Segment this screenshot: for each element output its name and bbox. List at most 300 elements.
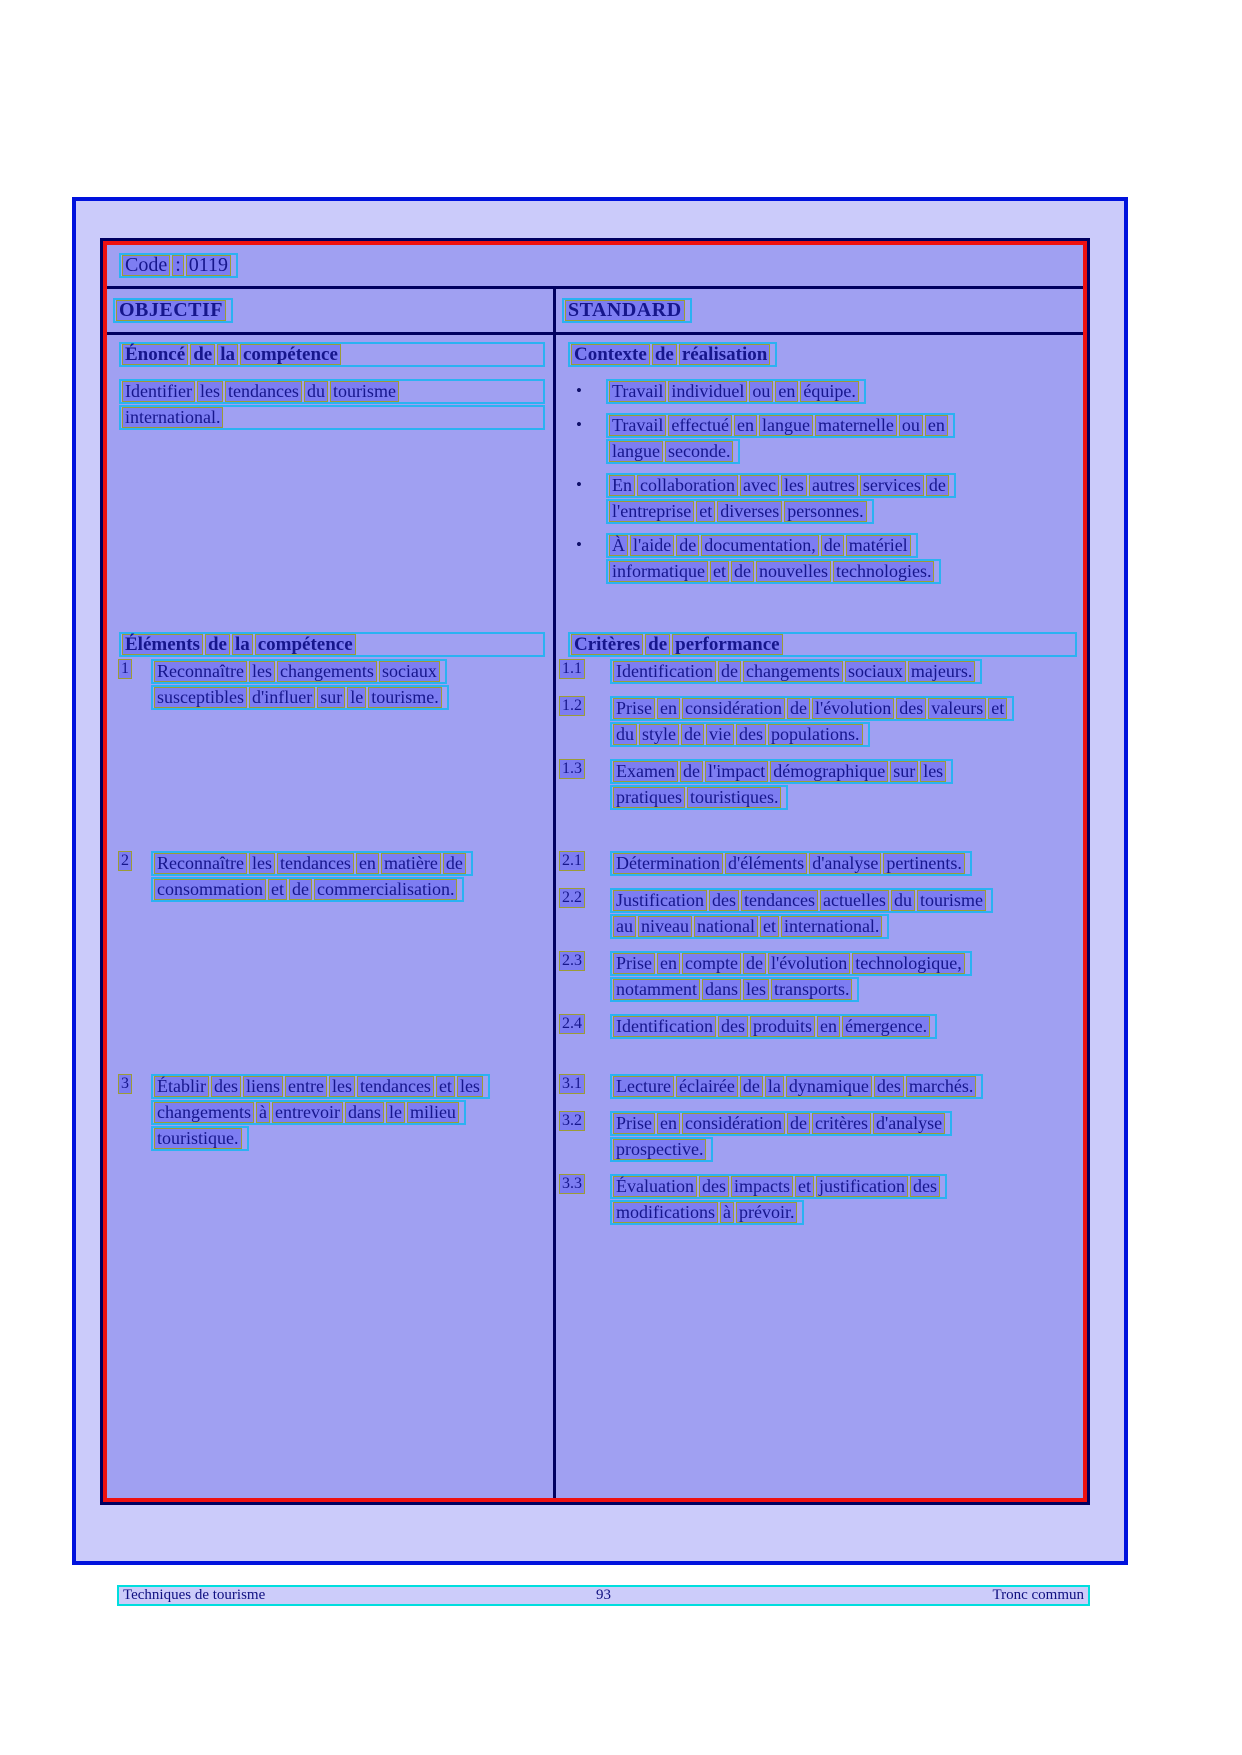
highlighted-word: technologique,	[855, 953, 962, 973]
criterion-number: 2.1	[562, 852, 582, 869]
highlighted-word: vie	[709, 724, 731, 744]
highlighted-word: considération	[685, 1113, 782, 1133]
highlighted-word: national	[696, 916, 755, 936]
objectif-header-cell	[107, 289, 553, 332]
highlighted-word: sociaux	[381, 661, 437, 681]
highlighted-word: et	[438, 1076, 452, 1096]
text-line	[119, 253, 238, 278]
highlighted-word: l'évolution	[770, 953, 848, 973]
criterion-number-col	[560, 1074, 610, 1094]
cell-criteres-title	[553, 632, 1083, 659]
highlighted-word: langue	[612, 441, 660, 461]
highlighted-word: majeurs.	[910, 661, 973, 681]
highlighted-word: maternelle	[817, 415, 894, 435]
highlighted-word: l'aide	[633, 535, 672, 555]
item-number: 2	[121, 852, 129, 869]
item-text	[151, 851, 545, 903]
item-text	[151, 1074, 545, 1152]
highlighted-word: sociaux	[847, 661, 903, 681]
highlighted-word: compte	[685, 953, 738, 973]
criterion-number: 1.1	[562, 660, 582, 677]
highlighted-word: Reconnaître	[157, 661, 244, 681]
highlighted-word: de	[742, 1076, 760, 1096]
text-line	[610, 1074, 983, 1099]
highlighted-word: et	[797, 1176, 811, 1196]
highlighted-word: entrevoir	[274, 1102, 340, 1122]
highlighted-word: individuel	[671, 381, 745, 401]
highlighted-word: Travail	[612, 381, 664, 401]
highlighted-word: autres	[811, 475, 855, 495]
highlighted-word: les	[199, 381, 220, 401]
cell-enonce	[107, 335, 553, 632]
highlighted-word: en	[927, 415, 945, 435]
item-text	[151, 659, 545, 711]
highlighted-word: marchés.	[908, 1076, 974, 1096]
highlighted-word: 0119	[188, 254, 229, 276]
text-line	[610, 1200, 804, 1225]
highlighted-word: Énoncé	[125, 344, 186, 365]
cell-criteria-3	[553, 1074, 1083, 1498]
highlighted-word: actuelles	[822, 890, 886, 910]
highlighted-word: d'éléments	[727, 853, 805, 873]
highlighted-word: performance	[675, 634, 780, 655]
criterion-text	[610, 696, 1077, 748]
highlighted-word: du	[306, 381, 325, 401]
highlighted-word: de	[648, 634, 668, 655]
text-line	[606, 559, 941, 584]
text-line	[610, 659, 982, 684]
criterion-number-col	[560, 888, 610, 908]
criterion-number-col	[560, 1111, 610, 1131]
criterion-number: 3.3	[562, 1175, 582, 1192]
highlighted-word: des	[712, 890, 736, 910]
highlighted-word: dynamique	[788, 1076, 869, 1096]
highlighted-word: tendances	[227, 381, 299, 401]
highlighted-word: des	[720, 1016, 745, 1036]
highlighted-word: compétence	[257, 634, 353, 655]
text-line	[610, 888, 993, 913]
contexte-title	[568, 342, 1077, 367]
highlighted-word: diverses	[720, 501, 780, 521]
highlighted-word: notamment	[616, 979, 697, 999]
highlighted-word: et	[712, 561, 726, 581]
item-number-col	[119, 851, 151, 871]
highlighted-word: des	[213, 1076, 238, 1096]
highlighted-word: en	[778, 381, 796, 401]
highlighted-word: compétence	[242, 344, 338, 365]
row-item-3	[107, 1074, 1083, 1498]
highlighted-word: de	[684, 724, 701, 744]
highlighted-word: les	[745, 979, 766, 999]
highlighted-word: et	[762, 916, 776, 936]
element-item-2	[119, 851, 545, 903]
criterion-3-3	[560, 1174, 1077, 1226]
highlighted-word: le	[350, 687, 364, 707]
highlighted-word: de	[928, 475, 946, 495]
context-bullet-4	[574, 533, 1077, 585]
highlighted-word: Identification	[616, 661, 713, 681]
bullet-icon: •	[576, 475, 582, 494]
highlighted-word: sur	[893, 761, 916, 781]
highlighted-word: de	[679, 535, 697, 555]
criterion-number-col	[560, 851, 610, 871]
highlighted-word: les	[251, 853, 272, 873]
highlighted-word: ou	[901, 415, 920, 435]
highlighted-word: de	[292, 879, 309, 899]
highlighted-word: équipe.	[803, 381, 856, 401]
highlighted-word: au	[616, 916, 633, 936]
bullet-text	[606, 473, 1077, 525]
context-bullet-list	[560, 379, 1077, 585]
criterion-number: 3.2	[562, 1112, 582, 1129]
criterion-text	[610, 851, 1077, 877]
highlighted-word: de	[654, 344, 674, 365]
highlighted-word: tendances	[359, 1076, 431, 1096]
text-line	[610, 914, 889, 939]
criterion-number: 1.2	[562, 697, 582, 714]
text-line	[606, 533, 918, 558]
highlighted-word: seconde.	[667, 441, 731, 461]
highlighted-word: À	[612, 535, 625, 555]
highlighted-word: tendances	[744, 890, 815, 910]
criterion-3-2	[560, 1111, 1077, 1163]
table-body	[107, 335, 1083, 1498]
highlighted-word: Contexte	[574, 344, 647, 365]
highlighted-word: en	[660, 1113, 677, 1133]
bullet-text	[606, 379, 1077, 405]
enonce-title	[119, 342, 545, 367]
highlighted-word: prévoir.	[738, 1202, 795, 1222]
highlighted-word: émergence.	[844, 1016, 928, 1036]
highlighted-word: du	[616, 724, 634, 744]
highlighted-word: éclairée	[678, 1076, 735, 1096]
element-item-3	[119, 1074, 545, 1152]
bullet-text	[606, 533, 1077, 585]
highlighted-word: l'évolution	[814, 698, 892, 718]
criterion-number: 1.3	[562, 760, 582, 777]
criterion-number: 3.1	[562, 1075, 582, 1092]
highlighted-word: la	[220, 344, 235, 365]
code-row	[107, 245, 1083, 289]
item-number: 3	[121, 1075, 129, 1092]
text-line	[568, 632, 1077, 657]
highlighted-word: matière	[383, 853, 438, 873]
highlighted-word: l'entreprise	[612, 501, 692, 521]
highlighted-word: critères	[814, 1113, 868, 1133]
highlighted-word: susceptibles	[157, 687, 244, 707]
criterion-text	[610, 1074, 1077, 1100]
highlighted-word: Détermination	[616, 853, 720, 873]
text-line	[151, 1126, 249, 1151]
highlighted-word: international.	[783, 916, 880, 936]
cell-criteria-1	[553, 659, 1083, 851]
context-bullet-3	[574, 473, 1077, 525]
objectif-header-line	[113, 298, 233, 323]
text-line	[610, 951, 972, 976]
highlighted-word: Établir	[157, 1076, 206, 1096]
competency-table	[103, 241, 1087, 1502]
highlighted-word: de	[745, 953, 763, 973]
footer-left: Techniques de tourisme	[123, 1587, 266, 1603]
highlighted-word: la	[234, 634, 250, 655]
criterion-number-col	[560, 951, 610, 971]
bullet-icon: •	[576, 535, 582, 554]
text-line	[151, 877, 464, 902]
highlighted-word: et	[271, 879, 284, 899]
highlighted-word: commercialisation.	[317, 879, 455, 899]
highlighted-word: démographique	[773, 761, 886, 781]
enonce-text	[119, 379, 545, 430]
criterion-number-col	[560, 659, 610, 679]
highlighted-word: effectué	[671, 415, 729, 435]
highlighted-word: en	[660, 953, 677, 973]
text-line	[610, 1174, 947, 1199]
highlighted-word: tourisme	[919, 890, 983, 910]
highlighted-word: de	[789, 1113, 807, 1133]
highlighted-word: en	[660, 698, 677, 718]
highlighted-word: ou	[752, 381, 771, 401]
criterion-text	[610, 888, 1077, 940]
bullet-text	[606, 413, 1077, 465]
highlighted-word: de	[733, 561, 751, 581]
highlighted-word: changements	[157, 1102, 251, 1122]
standard-header-line	[562, 298, 692, 323]
highlighted-word: réalisation	[681, 344, 768, 365]
criteres-title	[568, 632, 1077, 657]
text-line	[606, 413, 955, 438]
highlighted-word: justification	[818, 1176, 905, 1196]
bullet-icon: •	[576, 381, 582, 400]
criterion-1-2	[560, 696, 1077, 748]
cell-element-2	[107, 851, 553, 1074]
highlighted-word: Identifier	[125, 381, 192, 401]
text-line	[151, 685, 449, 710]
highlighted-word: technologies.	[835, 561, 932, 581]
criterion-number: 2.2	[562, 889, 582, 906]
highlighted-word: Prise	[616, 953, 652, 973]
criterion-number-col	[560, 696, 610, 716]
text-line	[606, 473, 956, 498]
cell-criteria-2	[553, 851, 1083, 1074]
criterion-text	[610, 1014, 1077, 1040]
highlighted-word: tourisme	[332, 381, 396, 401]
criterion-text	[610, 951, 1077, 1003]
highlighted-word: niveau	[641, 916, 689, 936]
criterion-number-col	[560, 759, 610, 779]
highlighted-word: tendances	[279, 853, 351, 873]
highlighted-word: pratiques	[616, 787, 682, 807]
cell-elements-title	[107, 632, 553, 659]
cell-element-1	[107, 659, 553, 851]
highlighted-word: populations.	[771, 724, 860, 744]
highlighted-word: de	[720, 661, 738, 681]
criterion-text	[610, 1174, 1077, 1226]
text-line	[151, 851, 473, 876]
text-line	[119, 405, 545, 430]
highlighted-word: Éléments	[125, 634, 200, 655]
footer-bar	[117, 1585, 1090, 1606]
criterion-text	[610, 759, 1077, 811]
highlighted-word: à	[258, 1102, 267, 1122]
text-line	[610, 1137, 713, 1162]
criterion-2-4	[560, 1014, 1077, 1040]
cell-element-3	[107, 1074, 553, 1498]
criterion-number-col	[560, 1174, 610, 1194]
highlighted-word: style	[642, 724, 676, 744]
highlighted-word: dans	[347, 1102, 381, 1122]
highlighted-word: de	[445, 853, 463, 873]
highlighted-word: Identification	[616, 1016, 713, 1036]
highlighted-word: En	[612, 475, 632, 495]
context-bullet-2	[574, 413, 1077, 465]
criterion-2-3	[560, 951, 1077, 1003]
text-line	[568, 342, 777, 367]
highlighted-word: dans	[704, 979, 738, 999]
highlighted-word: services	[862, 475, 921, 495]
text-line	[151, 659, 447, 684]
footer-page-number: 93	[596, 1587, 611, 1603]
text-line	[610, 977, 859, 1002]
highlighted-word: d'analyse	[812, 853, 879, 873]
text-line	[606, 499, 874, 524]
highlighted-word: l'impact	[707, 761, 766, 781]
criterion-3-1	[560, 1074, 1077, 1100]
criterion-1-3	[560, 759, 1077, 811]
highlighted-word: milieu	[409, 1102, 456, 1122]
page-sheet	[72, 197, 1128, 1565]
highlighted-word: de	[789, 698, 807, 718]
highlighted-word: touristiques.	[689, 787, 779, 807]
highlighted-word: changements	[279, 661, 374, 681]
highlighted-word: des	[899, 698, 924, 718]
highlighted-word: matériel	[848, 535, 908, 555]
text-line	[610, 696, 1014, 721]
highlighted-word: les	[459, 1076, 480, 1096]
row-enonce-contexte	[107, 335, 1083, 632]
highlighted-word: :	[175, 254, 181, 276]
highlighted-word: de	[823, 535, 841, 555]
highlighted-word: sur	[320, 687, 343, 707]
highlighted-word: à	[722, 1202, 731, 1222]
highlighted-word: modifications	[616, 1202, 715, 1222]
item-number-col	[119, 659, 151, 679]
item-number-col	[119, 1074, 151, 1094]
highlighted-word: et	[699, 501, 713, 521]
bullet-icon: •	[576, 415, 582, 434]
highlighted-word: d'analyse	[875, 1113, 943, 1133]
highlighted-word: Reconnaître	[157, 853, 244, 873]
highlighted-word: produits	[752, 1016, 812, 1036]
highlighted-word: et	[991, 698, 1005, 718]
highlighted-word: considération	[685, 698, 782, 718]
text-line	[610, 759, 953, 784]
criterion-1-1	[560, 659, 1077, 685]
highlighted-word: en	[819, 1016, 837, 1036]
text-line	[119, 379, 545, 404]
highlighted-word: le	[388, 1102, 402, 1122]
highlighted-word: langue	[761, 415, 810, 435]
highlighted-word: Code	[125, 254, 168, 276]
highlighted-word: Travail	[612, 415, 664, 435]
highlighted-word: international.	[125, 407, 221, 427]
text-line	[610, 785, 788, 810]
text-line	[610, 851, 972, 876]
text-line	[610, 722, 870, 747]
highlighted-word: les	[331, 1076, 352, 1096]
highlighted-word: Examen	[616, 761, 675, 781]
criterion-number: 2.4	[562, 1015, 582, 1032]
highlighted-word: impacts	[733, 1176, 790, 1196]
highlighted-word: la	[767, 1076, 781, 1096]
highlighted-word: de	[207, 634, 227, 655]
cell-contexte	[553, 335, 1083, 632]
standard-label: STANDARD	[568, 299, 682, 321]
highlighted-word: en	[358, 853, 376, 873]
highlighted-word: Évaluation	[616, 1176, 694, 1196]
highlighted-word: les	[923, 761, 944, 781]
highlighted-word: des	[701, 1176, 726, 1196]
header-row	[107, 289, 1083, 335]
text-line	[610, 1014, 937, 1039]
highlighted-word: touristique.	[157, 1128, 239, 1148]
highlighted-word: documentation,	[704, 535, 816, 555]
criterion-2-2	[560, 888, 1077, 940]
highlighted-word: en	[736, 415, 754, 435]
criterion-number-col	[560, 1014, 610, 1034]
highlighted-word: avec	[742, 475, 776, 495]
highlighted-word: prospective.	[616, 1139, 704, 1159]
highlighted-word: des	[876, 1076, 901, 1096]
highlighted-word: pertinents.	[886, 853, 962, 873]
highlighted-word: de	[193, 344, 213, 365]
highlighted-word: changements	[745, 661, 840, 681]
highlighted-word: transports.	[773, 979, 850, 999]
highlighted-word: collaboration	[640, 475, 735, 495]
text-line	[610, 1111, 952, 1136]
highlighted-word: nouvelles	[758, 561, 828, 581]
highlighted-word: entre	[287, 1076, 324, 1096]
row-item-1	[107, 659, 1083, 851]
standard-header-cell	[553, 289, 1083, 332]
row-elements-criteres	[107, 632, 1083, 659]
objectif-label: OBJECTIF	[119, 299, 224, 321]
criterion-number: 2.3	[562, 952, 582, 969]
competency-table-border	[100, 238, 1090, 1505]
highlighted-word: les	[251, 661, 272, 681]
text-line	[119, 342, 545, 367]
text-line	[606, 379, 866, 404]
text-line	[119, 632, 545, 657]
highlighted-word: Lecture	[616, 1076, 671, 1096]
criterion-text	[610, 1111, 1077, 1163]
highlighted-word: Prise	[616, 698, 652, 718]
text-line	[606, 439, 740, 464]
criterion-text	[610, 659, 1077, 685]
row-item-2	[107, 851, 1083, 1074]
highlighted-word: les	[783, 475, 804, 495]
text-line	[151, 1074, 490, 1099]
highlighted-word: des	[739, 724, 763, 744]
highlighted-word: tourisme.	[371, 687, 439, 707]
highlighted-word: Critères	[574, 634, 641, 655]
text-line	[151, 1100, 466, 1125]
highlighted-word: informatique	[612, 561, 705, 581]
element-item-1	[119, 659, 545, 711]
highlighted-word: Prise	[616, 1113, 652, 1133]
highlighted-word: liens	[245, 1076, 280, 1096]
highlighted-word: consommation	[157, 879, 263, 899]
criterion-2-1	[560, 851, 1077, 877]
